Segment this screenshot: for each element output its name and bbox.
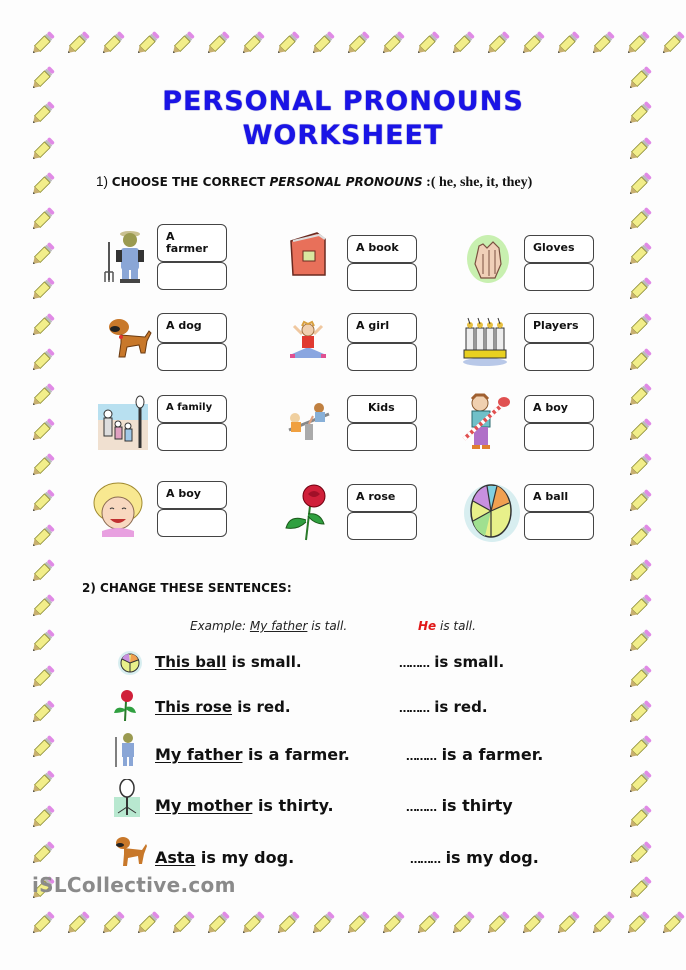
pencil-icon: [588, 28, 618, 58]
answer-blank[interactable]: ………: [410, 853, 440, 866]
pronoun-answer-field[interactable]: [347, 512, 417, 540]
pronoun-answer-field[interactable]: [347, 343, 417, 371]
ball-icon: [463, 481, 521, 548]
pencil-icon: [625, 345, 655, 375]
sentence-subject: Asta: [155, 848, 196, 867]
pencil-icon: [28, 521, 58, 551]
pencil-icon: [133, 28, 163, 58]
pencil-icon: [28, 28, 58, 58]
boy-icon: [462, 393, 512, 462]
pencil-icon: [625, 486, 655, 516]
pronoun-answer-field[interactable]: [157, 423, 227, 451]
sentence-subject: My mother: [155, 796, 253, 815]
instruction-text-b: PERSONAL PRONOUNS: [269, 175, 423, 189]
pencil-icon: [625, 591, 655, 621]
section1-number: 1): [96, 174, 109, 189]
pencil-icon: [625, 450, 655, 480]
answer-rest: is small.: [429, 653, 505, 671]
pencil-icon: [625, 204, 655, 234]
answer-rest: is red.: [429, 698, 488, 716]
word-label: A boy: [166, 487, 201, 500]
pencil-icon: [98, 28, 128, 58]
pronoun-answer-field[interactable]: [157, 343, 227, 371]
sentence-subject: This ball: [155, 653, 227, 671]
example-sentence: [190, 619, 347, 633]
word-label: Gloves: [533, 241, 575, 254]
word-label: Kids: [368, 401, 395, 414]
pencil-icon: [343, 908, 373, 938]
pencil-icon: [238, 908, 268, 938]
answer-rest: is thirty: [436, 796, 513, 815]
blond-child-icon: [92, 479, 148, 542]
pencil-icon: [343, 28, 373, 58]
pencil-icon: [625, 274, 655, 304]
pencil-icon: [28, 908, 58, 938]
sentence-1: [155, 653, 302, 671]
pencil-icon: [625, 873, 655, 903]
word-box: [157, 313, 227, 343]
kids-icon: [285, 402, 333, 449]
ball-icon: [117, 650, 143, 681]
pencil-icon: [28, 204, 58, 234]
word-label: A boy: [533, 401, 568, 414]
pencil-icon: [308, 908, 338, 938]
sentence-subject: This rose: [155, 698, 233, 716]
pencil-icon: [625, 169, 655, 199]
worksheet-title-line1: PERSONAL PRONOUNS: [162, 86, 524, 117]
girl-icon: [290, 320, 326, 365]
pencil-icon: [625, 697, 655, 727]
pencil-icon: [378, 28, 408, 58]
pencil-icon: [413, 28, 443, 58]
rose-icon: [112, 689, 138, 728]
pencil-icon: [28, 450, 58, 480]
sentence-rest: is a farmer.: [242, 745, 350, 764]
pencil-icon: [28, 239, 58, 269]
rose-icon: [284, 484, 334, 547]
pencil-icon: [28, 486, 58, 516]
pencil-icon: [28, 345, 58, 375]
pencil-icon: [623, 908, 653, 938]
pencil-icon: [28, 415, 58, 445]
pencil-icon: [28, 732, 58, 762]
pencil-icon: [553, 28, 583, 58]
worksheet-title-line2: WORKSHEET: [242, 120, 444, 151]
pencil-icon: [483, 28, 513, 58]
pronoun-answer-field[interactable]: [347, 423, 417, 451]
word-box: [157, 481, 227, 509]
example-answer: [418, 619, 476, 633]
sentence-rest: is thirty.: [252, 796, 334, 815]
pencil-icon: [28, 591, 58, 621]
pencil-icon: [168, 28, 198, 58]
word-label: A ball: [533, 490, 569, 503]
answer-blank[interactable]: ………: [406, 750, 436, 763]
word-box: [524, 484, 594, 512]
pencil-icon: [518, 908, 548, 938]
book-icon: [287, 231, 329, 282]
pencil-icon: [625, 662, 655, 692]
pencil-icon: [448, 908, 478, 938]
word-box: [524, 395, 594, 423]
pencil-icon: [378, 908, 408, 938]
word-box: [347, 395, 417, 423]
pencil-icon: [625, 380, 655, 410]
sentence-rest: is my dog.: [195, 848, 295, 867]
gloves-icon: [465, 234, 511, 289]
pencil-icon: [483, 908, 513, 938]
pencil-icon: [28, 662, 58, 692]
word-box: [157, 395, 227, 423]
pencil-icon: [518, 28, 548, 58]
example-rest: is tall.: [307, 619, 348, 633]
pencil-icon: [625, 521, 655, 551]
example-pronoun: He: [418, 619, 437, 633]
section2-heading: 2) CHANGE THESE SENTENCES:: [82, 581, 292, 595]
sentence-subject: My father: [155, 745, 243, 764]
answer-rest: is my dog.: [440, 848, 539, 867]
farmer-icon: [113, 731, 139, 774]
word-label: A rose: [356, 490, 396, 503]
pencil-icon: [98, 908, 128, 938]
pencil-icon: [553, 908, 583, 938]
word-box: [524, 313, 594, 343]
pencil-icon: [308, 28, 338, 58]
pronoun-answer-field[interactable]: [524, 423, 594, 451]
word-box: [157, 224, 227, 262]
word-box: [347, 313, 417, 343]
pronoun-answer-field[interactable]: [157, 262, 227, 290]
sentence-5: [155, 848, 294, 867]
answer-3: [406, 745, 543, 764]
example-prefix: Example:: [190, 619, 250, 633]
pencil-icon: [273, 28, 303, 58]
section1-instruction: [96, 174, 532, 191]
pencil-icon: [63, 908, 93, 938]
dog-icon: [107, 317, 153, 366]
sentence-2: [155, 698, 291, 716]
sentence-4: [155, 796, 334, 815]
pronoun-answer-field[interactable]: [524, 343, 594, 371]
pencil-icon: [28, 697, 58, 727]
pencil-icon: [238, 28, 268, 58]
pencil-icon: [28, 767, 58, 797]
pencil-icon: [588, 908, 618, 938]
answer-4: [406, 796, 513, 815]
pencil-icon: [28, 274, 58, 304]
pencil-icon: [28, 310, 58, 340]
word-label: A girl: [356, 319, 390, 332]
word-label: Players: [533, 319, 579, 332]
pencil-icon: [133, 908, 163, 938]
answer-1: [399, 653, 504, 671]
instruction-text-c: :( he, she, it, they): [422, 175, 533, 190]
pencil-icon: [203, 28, 233, 58]
word-label: A dog: [166, 319, 202, 332]
example-subject: My father: [249, 619, 308, 633]
word-box: [347, 484, 417, 512]
pencil-icon: [203, 908, 233, 938]
pronoun-answer-field[interactable]: [524, 512, 594, 540]
family-icon: [98, 394, 150, 459]
watermark-logo: iSLCollective.com: [32, 873, 236, 897]
pencil-icon: [658, 28, 686, 58]
pronoun-answer-field[interactable]: [347, 263, 417, 291]
pencil-icon: [625, 732, 655, 762]
farmer-icon: [104, 228, 152, 289]
pencil-icon: [625, 838, 655, 868]
pencil-icon: [625, 556, 655, 586]
pronoun-answer-field[interactable]: [524, 263, 594, 291]
pencil-icon: [28, 556, 58, 586]
example-pronoun-rest: is tall.: [436, 619, 476, 633]
dog-icon: [114, 836, 148, 873]
answer-2: [399, 698, 488, 716]
pencil-icon: [625, 415, 655, 445]
answer-rest: is a farmer.: [436, 745, 544, 764]
pencil-icon: [658, 908, 686, 938]
pencil-icon: [625, 239, 655, 269]
pencil-icon: [28, 380, 58, 410]
pencil-icon: [28, 838, 58, 868]
pencil-icon: [625, 310, 655, 340]
pencil-icon: [63, 28, 93, 58]
pencil-icon: [28, 626, 58, 656]
pencil-icon: [28, 169, 58, 199]
word-label: A family: [166, 402, 213, 413]
pencil-icon: [413, 908, 443, 938]
pronoun-answer-field[interactable]: [157, 509, 227, 537]
players-icon: [462, 316, 508, 371]
pencil-icon: [623, 28, 653, 58]
word-label: A farmer: [166, 230, 208, 255]
mother-icon: [114, 779, 140, 828]
answer-5: [410, 848, 539, 867]
word-label: A book: [356, 241, 399, 254]
pencil-icon: [168, 908, 198, 938]
pencil-icon: [28, 802, 58, 832]
instruction-text-a: CHOOSE THE CORRECT: [111, 175, 270, 189]
pencil-icon: [273, 908, 303, 938]
answer-blank[interactable]: ………: [399, 702, 429, 715]
sentence-3: [155, 745, 350, 764]
word-box: [524, 235, 594, 263]
pencil-icon: [625, 626, 655, 656]
answer-blank[interactable]: ………: [399, 657, 429, 670]
pencil-icon: [625, 802, 655, 832]
pencil-icon: [625, 767, 655, 797]
word-box: [347, 235, 417, 263]
answer-blank[interactable]: ………: [406, 801, 436, 814]
pencil-icon: [448, 28, 478, 58]
sentence-rest: is small.: [226, 653, 302, 671]
sentence-rest: is red.: [232, 698, 291, 716]
